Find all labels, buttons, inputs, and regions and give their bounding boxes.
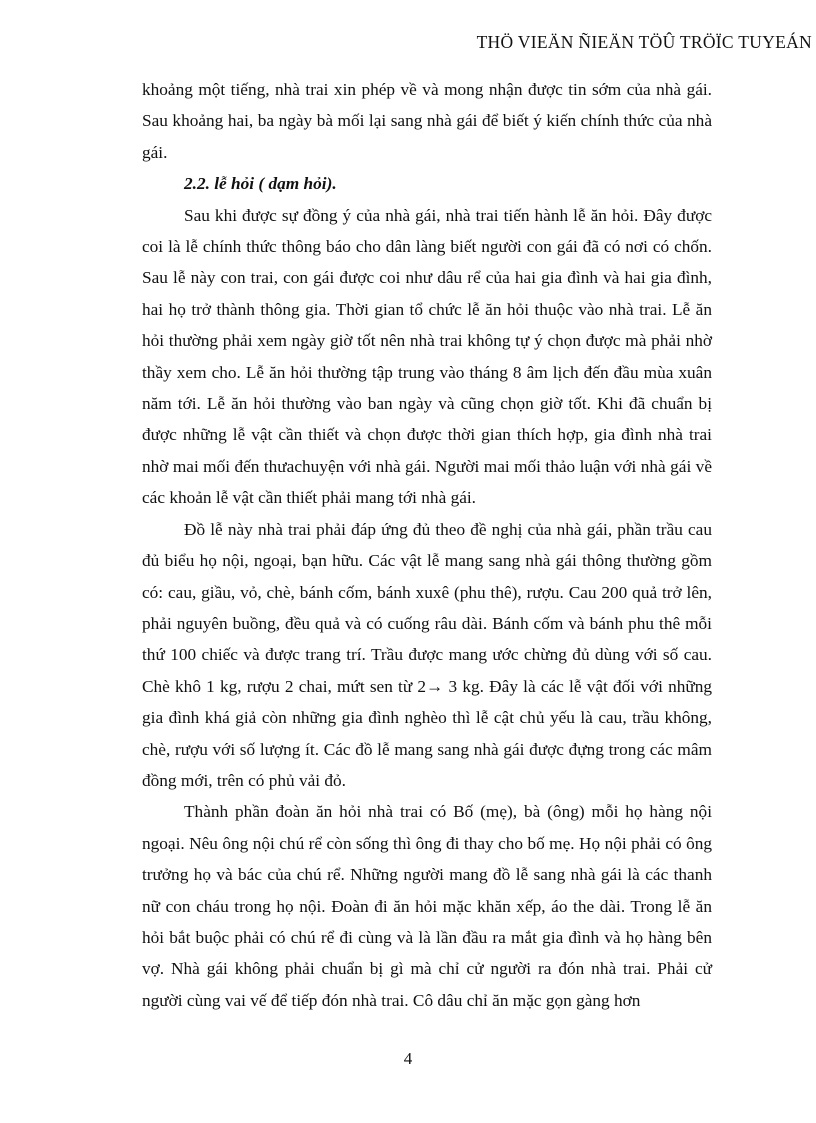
paragraph-continuation: khoảng một tiếng, nhà trai xin phép về và mong nhận được tin sớm của nhà gái. Sau khoảng hai, ba ngày bà mối lại sang nhà gái để biết ý kiến chính thức của nhà gái. xyxy=(142,80,712,162)
paragraph-engagement-intro: Sau khi được sự đồng ý của nhà gái, nhà trai tiến hành lễ ăn hỏi. Đây được coi là lễ chính thức thông báo cho dân làng biết người con gái đã có nơi có chốn. Sau lễ này con trai, con gái được coi như dâu rể của hai gia đình và hai gia đình, hai họ trở thành thông gia. Thời gian tổ chức lễ ăn hỏi thuộc vào nhà trai. Lễ ăn hỏi thường phải xem ngày giờ tốt nên nhà trai không tự ý chọn được mà phải nhờ thầy xem cho. Lễ ăn hỏi thường tập trung vào tháng 8 âm lịch đến đầu mùa xuân năm tới. Lễ ăn hỏi thường vào ban ngày và cũng chọn giờ tốt. Khi đã chuẩn bị được những lễ vật cần thiết và chọn được thời gian thích hợp, gia đình nhà trai nhờ mai mối đến thưachuyện với nhà gái. Người mai mối thảo luận với nhà gái về các khoản lễ vật cần thiết phải mang tới nhà gái. xyxy=(142,205,712,508)
page-body xyxy=(142,74,712,1016)
page-number: 4 xyxy=(403,1049,413,1068)
paragraph-gifts: Đồ lễ này nhà trai phải đáp ứng đủ theo đề nghị của nhà gái, phần trầu cau đủ biểu họ nội, ngoại, bạn hữu. Các vật lễ mang sang nhà gái thông thường gồm có: cau, giầu, vỏ, chè, bánh cốm, bánh xuxê (phu thê), rượu. Cau 200 quả trở lên, phải nguyên buồng, đều quả và có cuống râu dài. Bánh cốm và bánh phu thê mỗi thứ 100 chiếc và được trang trí. Trầu được mang ước chừng đủ dùng với số cau. Chè khô 1 kg, rượu 2 chai, mứt sen từ 2→ 3 kg. Đây là các lễ vật đối với những gia đình khá giả còn những gia đình nghèo thì lễ cật chủ yếu là cau, trầu không, chè, rượu với số lượng ít. Các đồ lễ mang sang nhà gái được đựng trong các mâm đồng mới, trên có phủ vải đỏ. xyxy=(142,519,712,790)
section-heading: 2.2. lễ hỏi ( dạm hỏi). xyxy=(184,174,337,194)
page-header: THÖ VIEÄN ÑIEÄN TÖÛ TRÖÏC TUYEÁN xyxy=(476,32,812,52)
paragraph-delegation: Thành phần đoàn ăn hỏi nhà trai có Bố (mẹ), bà (ông) mỗi họ hàng nội ngoại. Nêu ông nội chú rể còn sống thì ông đi thay cho bố mẹ. Họ nội phải có ông trưởng họ và bác của chú rể. Những người mang đồ lễ sang nhà gái là các thanh nữ con cháu trong họ nội. Đoàn đi ăn hỏi mặc khăn xếp, áo the dài. Trong lễ ăn hỏi bắt buộc phải có chú rể đi cùng và là lần đầu ra mắt gia đình và họ hàng bên vợ. Nhà gái không phải chuẩn bị gì mà chỉ cử người ra đón nhà trai. Phải cử người cùng vai vế để tiếp đón nhà trai. Cô dâu chỉ ăn mặc gọn gàng hơn xyxy=(142,802,712,1010)
